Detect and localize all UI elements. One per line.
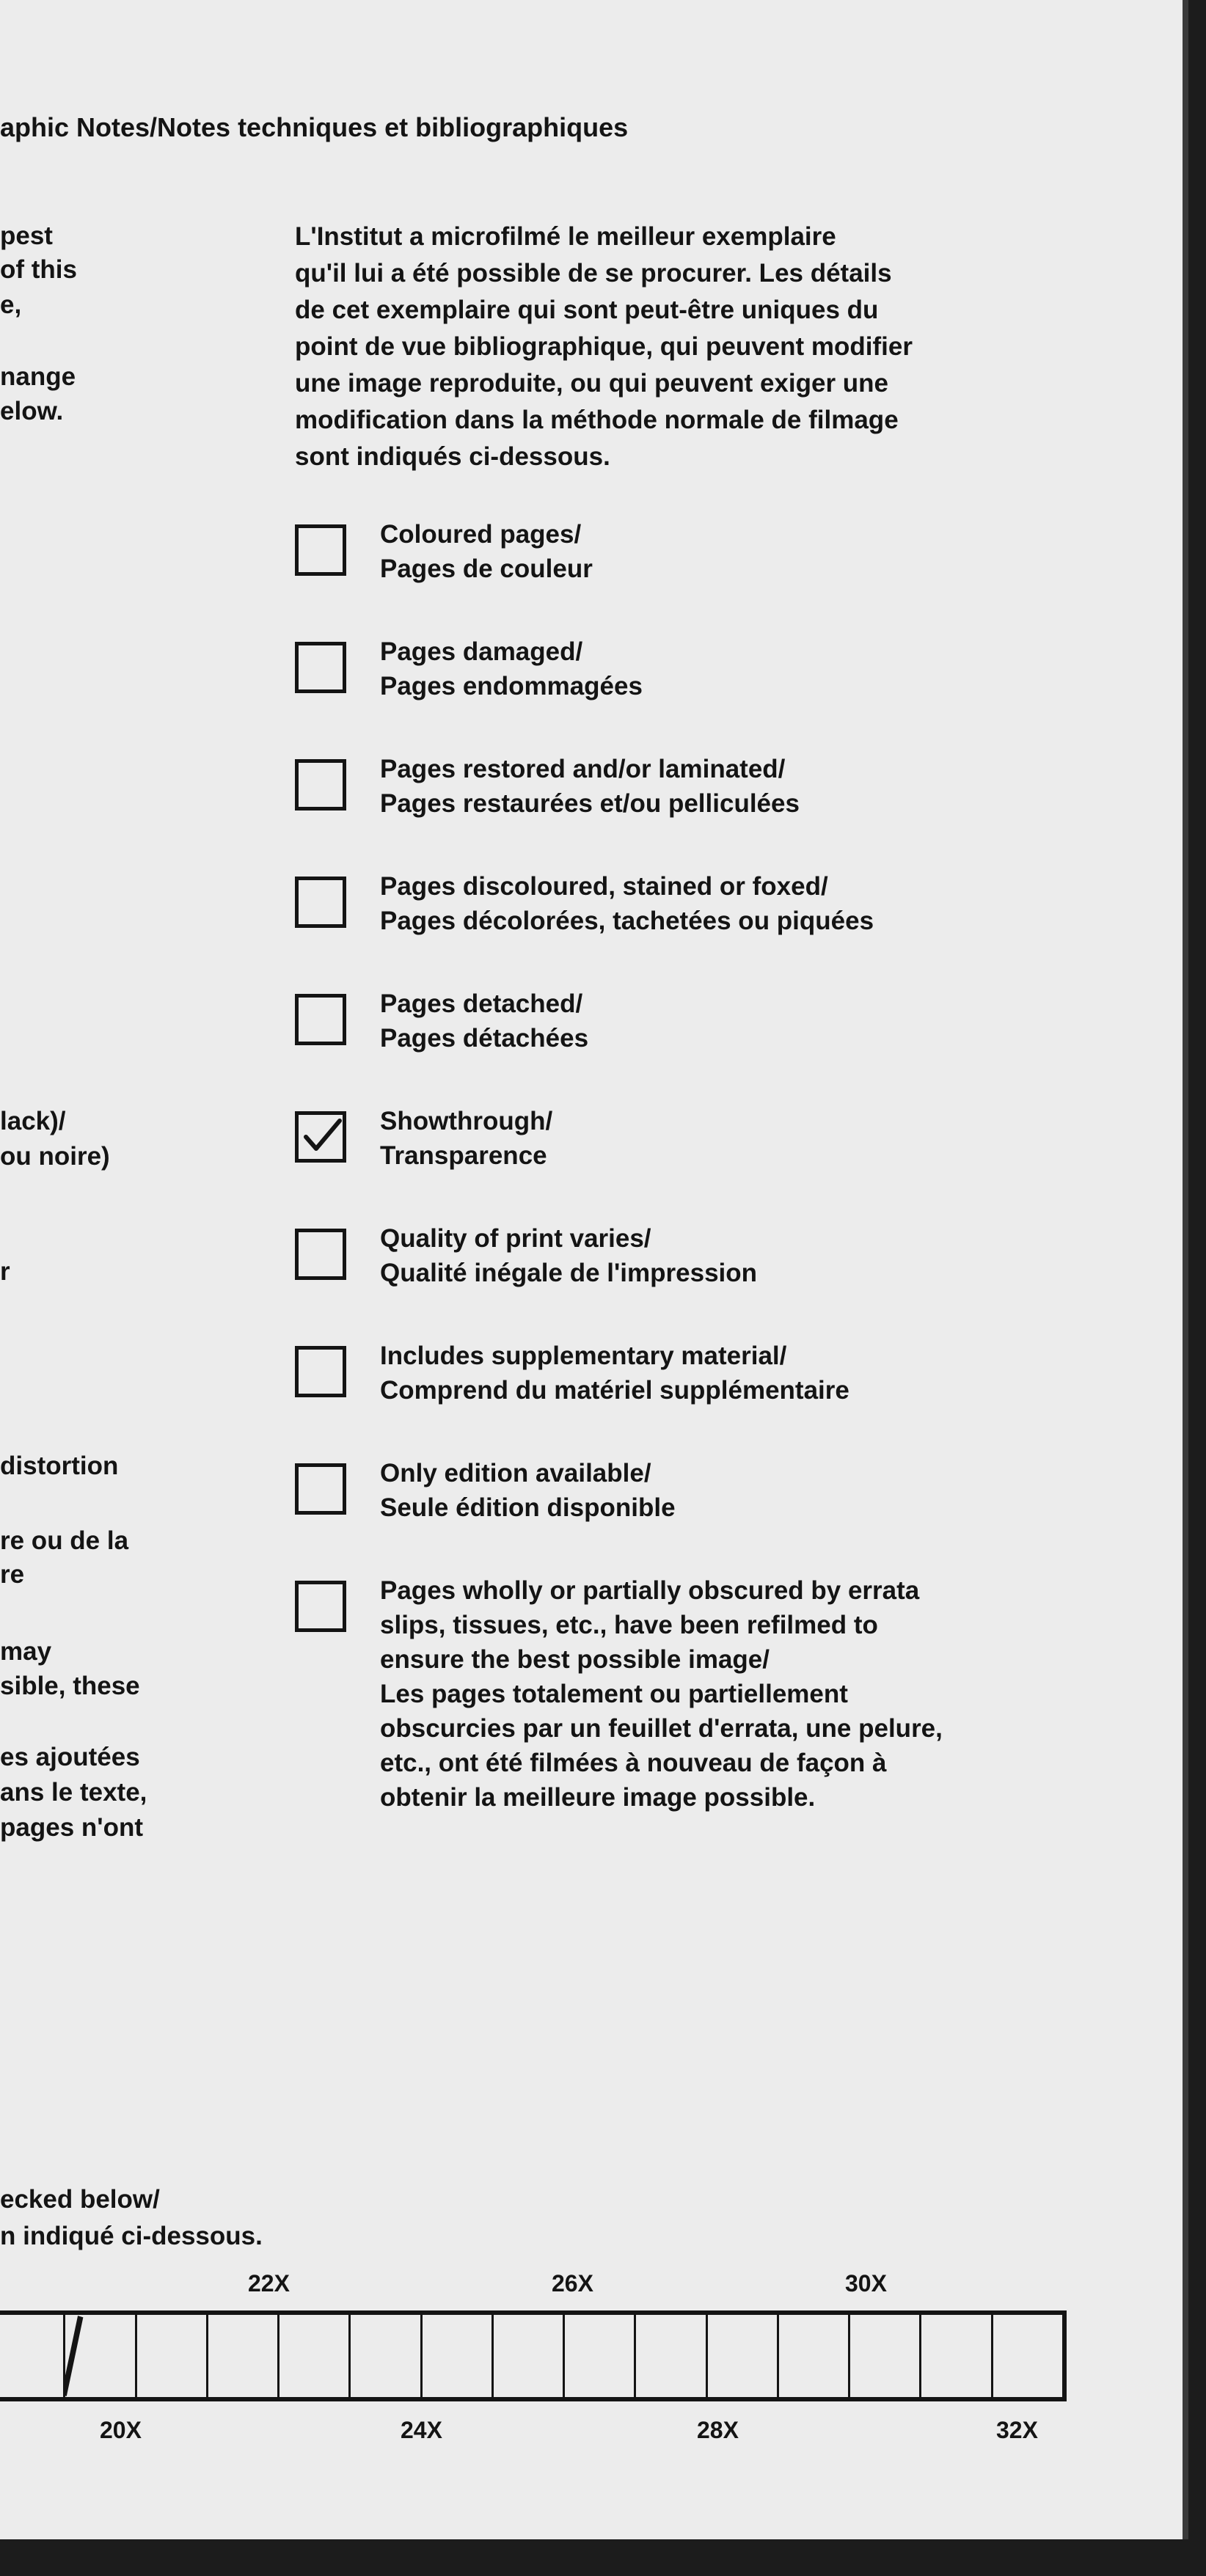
reduction-ratio-table [0, 2310, 1067, 2401]
ratio-cell[interactable] [565, 2315, 636, 2397]
ratio-cell[interactable] [494, 2315, 565, 2397]
scale-label-bottom: 24X [401, 2417, 442, 2443]
intro-line: modification dans la méthode normale de filmage [295, 406, 899, 434]
intro-line: point de vue bibliographique, qui peuvent modifier [295, 332, 913, 361]
intro-line: de cet exemplaire qui sont peut-être uniques du [295, 296, 879, 324]
item-label: Quality of print varies/ [380, 1224, 651, 1253]
item-label: Includes supplementary material/ [380, 1342, 787, 1370]
item-label: obtenir la meilleure image possible. [380, 1783, 816, 1812]
checkbox[interactable] [295, 1229, 346, 1280]
item-label: Comprend du matériel supplémentaire [380, 1376, 849, 1405]
ratio-cell-marked[interactable] [65, 2315, 136, 2397]
scale-label-top: 22X [248, 2270, 290, 2297]
scale-label-bottom: 20X [100, 2417, 142, 2443]
left-fragment: pest [0, 222, 53, 250]
item-label: Pages restaurées et/ou pelliculées [380, 789, 800, 818]
left-fragment: r [0, 1257, 10, 1286]
checkbox[interactable] [295, 642, 346, 693]
left-fragment: ou noire) [0, 1142, 110, 1171]
checkmark-icon [303, 1116, 343, 1157]
left-fragment: sible, these [0, 1672, 140, 1700]
left-fragment: elow. [0, 397, 64, 425]
item-label: slips, tissues, etc., have been refilmed to [380, 1611, 878, 1639]
scale-label-bottom: 28X [697, 2417, 739, 2443]
intro-line: qu'il lui a été possible de se procurer. Les détails [295, 259, 892, 288]
checkbox[interactable] [295, 524, 346, 576]
item-label: Qualité inégale de l'impression [380, 1259, 758, 1287]
slash-mark-icon [65, 2315, 134, 2397]
ratio-cell[interactable] [921, 2315, 993, 2397]
intro-line: L'Institut a microfilmé le meilleur exemplaire [295, 222, 836, 251]
ratio-cell[interactable] [779, 2315, 850, 2397]
left-fragment: re ou de la [0, 1526, 129, 1555]
item-label: Showthrough/ [380, 1107, 553, 1135]
ratio-cell[interactable] [636, 2315, 707, 2397]
scale-label-top: 30X [845, 2270, 887, 2297]
checkbox[interactable] [295, 759, 346, 811]
ratio-cell[interactable] [137, 2315, 208, 2397]
checkbox[interactable] [295, 877, 346, 928]
intro-paragraph [295, 219, 1124, 475]
checkbox[interactable] [295, 1346, 346, 1397]
left-fragment: ecked below/ [0, 2185, 160, 2214]
item-label: Pages décolorées, tachetées ou piquées [380, 907, 874, 935]
ratio-cell[interactable] [423, 2315, 494, 2397]
left-fragment: distortion [0, 1452, 119, 1480]
ratio-cell[interactable] [208, 2315, 279, 2397]
left-fragment: pages n'ont [0, 1813, 143, 1842]
item-label: Pages discoloured, stained or foxed/ [380, 872, 828, 901]
item-label: Pages de couleur [380, 555, 593, 583]
item-label: Coloured pages/ [380, 520, 582, 549]
intro-line: une image reproduite, ou qui peuvent exiger une [295, 369, 889, 398]
scale-label-top: 26X [552, 2270, 593, 2297]
ratio-cell[interactable] [279, 2315, 351, 2397]
ratio-cell[interactable] [708, 2315, 779, 2397]
checkbox-checked[interactable] [295, 1111, 346, 1163]
checkbox[interactable] [295, 994, 346, 1045]
item-label: Seule édition disponible [380, 1493, 676, 1522]
item-label: Pages wholly or partially obscured by errata [380, 1576, 920, 1605]
ratio-cell[interactable] [0, 2315, 65, 2397]
left-fragment: es ajoutées [0, 1743, 140, 1771]
left-fragment: nange [0, 362, 76, 391]
item-label: Pages detached/ [380, 989, 583, 1018]
item-label: Pages damaged/ [380, 637, 583, 666]
item-label: Les pages totalement ou partiellement [380, 1680, 848, 1708]
left-fragment: may [0, 1637, 52, 1666]
item-label: Only edition available/ [380, 1459, 651, 1488]
page-heading: aphic Notes/Notes techniques et bibliographiques [0, 112, 629, 142]
item-label: Pages restored and/or laminated/ [380, 755, 786, 783]
checkbox[interactable] [295, 1581, 346, 1632]
checkbox[interactable] [295, 1463, 346, 1515]
item-label: obscurcies par un feuillet d'errata, une pelure, [380, 1714, 943, 1743]
item-label: ensure the best possible image/ [380, 1645, 770, 1674]
ratio-cell[interactable] [351, 2315, 422, 2397]
left-fragment: ans le texte, [0, 1778, 147, 1807]
left-fragment: lack)/ [0, 1107, 66, 1135]
left-fragment: e, [0, 290, 22, 319]
left-fragment: re [0, 1560, 25, 1589]
item-label: etc., ont été filmées à nouveau de façon à [380, 1749, 887, 1777]
item-label: Transparence [380, 1141, 547, 1170]
item-label: Pages endommagées [380, 672, 643, 700]
ratio-cell[interactable] [850, 2315, 921, 2397]
intro-line: sont indiqués ci-dessous. [295, 442, 610, 471]
ratio-cell[interactable] [993, 2315, 1062, 2397]
scale-label-bottom: 32X [996, 2417, 1038, 2443]
left-fragment: n indiqué ci-dessous. [0, 2222, 263, 2250]
left-fragment: of this [0, 255, 77, 284]
item-label: Pages détachées [380, 1024, 589, 1053]
